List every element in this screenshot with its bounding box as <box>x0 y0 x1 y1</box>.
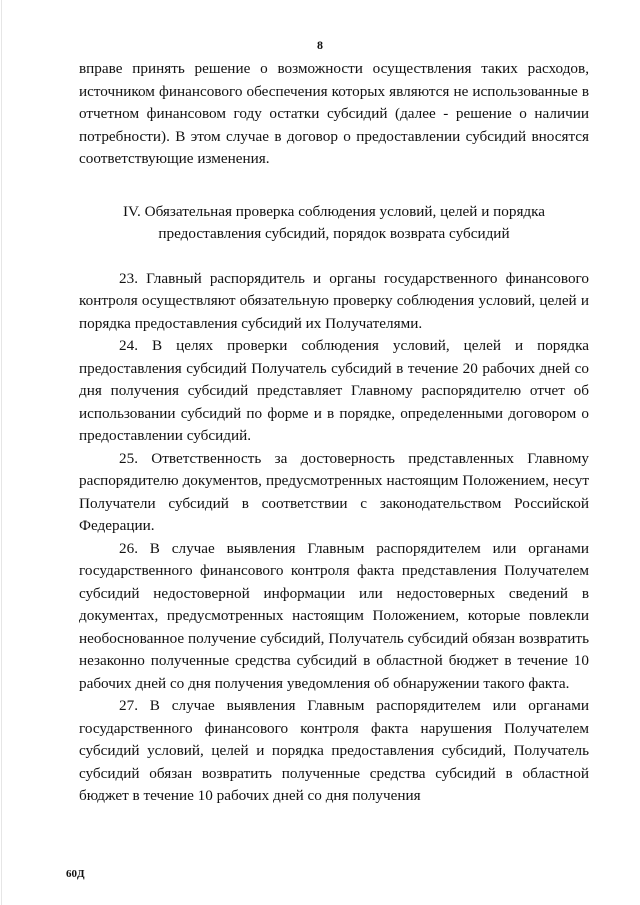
continuation-paragraph: вправе принять решение о возможности осуществления таких расходов, источником финансового обеспечения которых являются не использованные в отчетном финансовом году остатки субсидий (далее - решение о наличии потребности). В этом случае в договор о предоставлении субсидий вносятся соответствующие изменения. <box>79 60 589 167</box>
footer-document-code: 60Д <box>66 868 85 880</box>
paragraph-25: 25. Ответственность за достоверность представленных Главному распорядителю документов, предусмотренных настоящим Положением, несут Получатели субсидий в соответствии с законодательством Российской Федерации. <box>79 449 589 534</box>
scan-edge-line <box>1 0 2 905</box>
section-heading: IV. Обязательная проверка соблюдения условий, целей и порядка предоставления субсидий, порядок возврата субсидий <box>122 202 546 242</box>
paragraph-26: 26. В случае выявления Главным распорядителем или органами государственного финансового контроля факта представления Получателем субсидий недостоверной информации или недостоверных сведений в документах, предусмотренных настоящим Положением, которые повлекли необоснованное получение субсидий, Получатель субсидий обязан возвратить незаконно полученные средства субсидий в областной бюджет в течение 10 рабочих дней со дня получения уведомления об обнаружении такого факта. <box>79 539 589 692</box>
page-number: 8 <box>317 38 323 52</box>
spacer-after-heading <box>79 246 589 268</box>
paragraph-24: 24. В целях проверки соблюдения условий, целей и порядка предоставления субсидий Получатель субсидий в течение 20 рабочих дней со дня получения субсидий представляет Главному распорядителю отчет об использовании субсидий по форме и в порядке, определенными договором о предоставлении субсидий. <box>79 337 589 444</box>
paragraph-27: 27. В случае выявления Главным распорядителем или органами государственного финансового контроля факта нарушения Получателем субсидий условий, целей и порядка предоставления субсидий, Получатель субсидий обязан возвратить полученные средства субсидий в областной бюджет в течение 10 рабочих дней со дня получения <box>79 697 589 804</box>
document-body <box>79 58 589 808</box>
spacer-before-heading <box>79 171 589 201</box>
paragraph-23: 23. Главный распорядитель и органы государственного финансового контроля осуществляют обязательную проверку соблюдения условий, целей и порядка предоставления субсидий их Получателями. <box>79 269 589 332</box>
